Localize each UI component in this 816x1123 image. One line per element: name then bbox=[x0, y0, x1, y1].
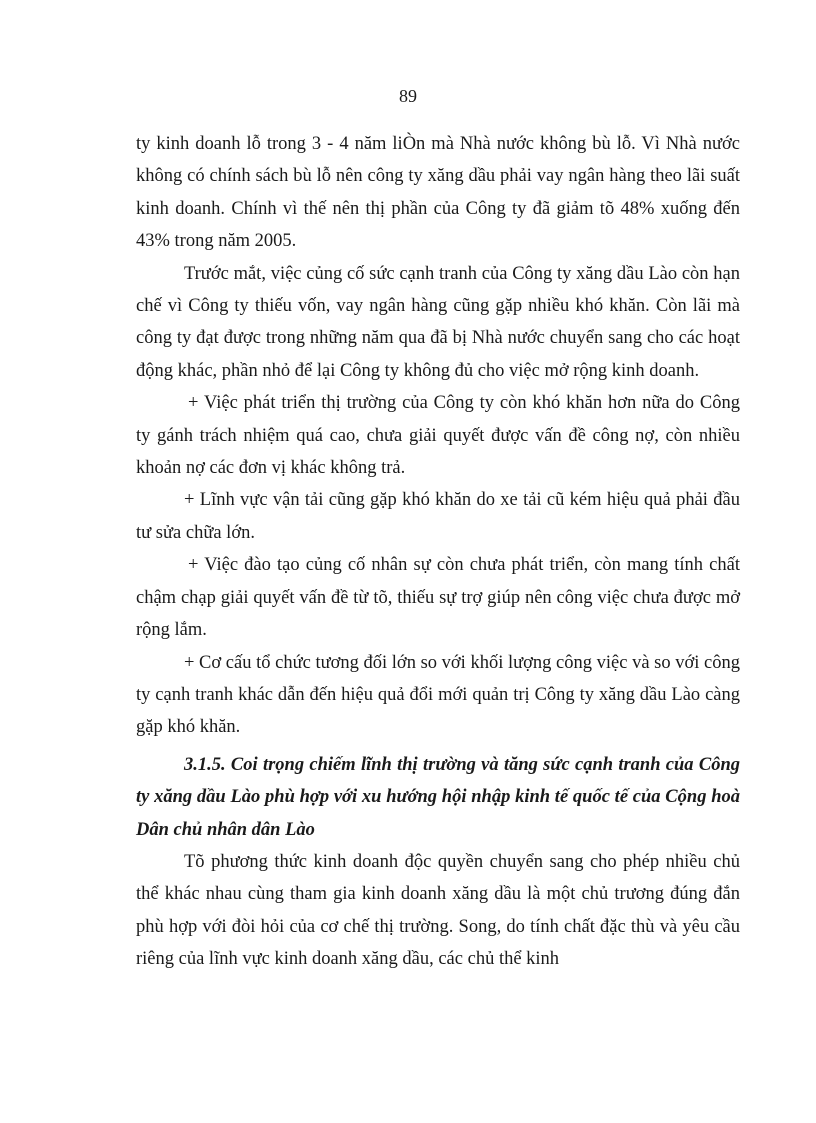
bullet-market-development: + Việc phát triển thị trường của Công ty còn khó khăn hơn nữa do Công ty gánh trách nhiệm quá cao, chưa giải quyết được vấn đề công nợ, còn nhiều khoản nợ các đơn vị khác không trả. bbox=[136, 393, 740, 479]
page-number: 89 bbox=[399, 86, 417, 106]
bullet-personnel-training: + Việc đào tạo củng cố nhân sự còn chưa phát triển, còn mang tính chất chậm chạp giải quyết vấn đề từ tõ, thiếu sự trợ giúp nên công việc chưa được mở rộng lắm. bbox=[136, 555, 740, 641]
body-text bbox=[136, 128, 740, 976]
paragraph-continuation: ty kinh doanh lỗ trong 3 - 4 năm liÒn mà Nhà nước không bù lỗ. Vì Nhà nước không có chính sách bù lỗ nên công ty xăng dầu phải vay ngân hàng theo lãi suất kinh doanh. Chính vì thế nên thị phần của Công ty đã giảm tõ 48% xuống đến 43% trong năm 2005. bbox=[136, 134, 740, 252]
bullet-organization-structure: + Cơ cấu tổ chức tương đối lớn so với khối lượng công việc và so với công ty cạnh tranh khác dẫn đến hiệu quả đổi mới quản trị Công ty xăng dầu Lào càng gặp khó khăn. bbox=[136, 652, 740, 738]
bullet-transport: + Lĩnh vực vận tải cũng gặp khó khăn do xe tải cũ kém hiệu quả phải đầu tư sửa chữa lớn. bbox=[136, 490, 740, 543]
paragraph-capital-constraints: Trước mắt, việc củng cố sức cạnh tranh của Công ty xăng dầu Lào còn hạn chế vì Công ty thiếu vốn, vay ngân hàng cũng gặp nhiều khó khăn. Còn lãi mà công ty đạt được trong những năm qua đã bị Nhà nước chuyển sang cho các hoạt động khác, phần nhỏ để lại Công ty không đủ cho việc mở rộng kinh doanh. bbox=[136, 263, 740, 381]
section-heading: 3.1.5. Coi trọng chiếm lĩnh thị trường và tăng sức cạnh tranh của Công ty xăng dầu Lào phù hợp với xu hướng hội nhập kinh tế quốc tế của Cộng hoà Dân chủ nhân dân Lào bbox=[136, 754, 740, 840]
section-paragraph: Tõ phương thức kinh doanh độc quyền chuyển sang cho phép nhiều chủ thể khác nhau cùng tham gia kinh doanh xăng dầu là một chủ trương đúng đắn phù hợp với đòi hỏi của cơ chế thị trường. Song, do tính chất đặc thù và yêu cầu riêng của lĩnh vực kinh doanh xăng dầu, các chủ thể kinh bbox=[136, 851, 740, 970]
